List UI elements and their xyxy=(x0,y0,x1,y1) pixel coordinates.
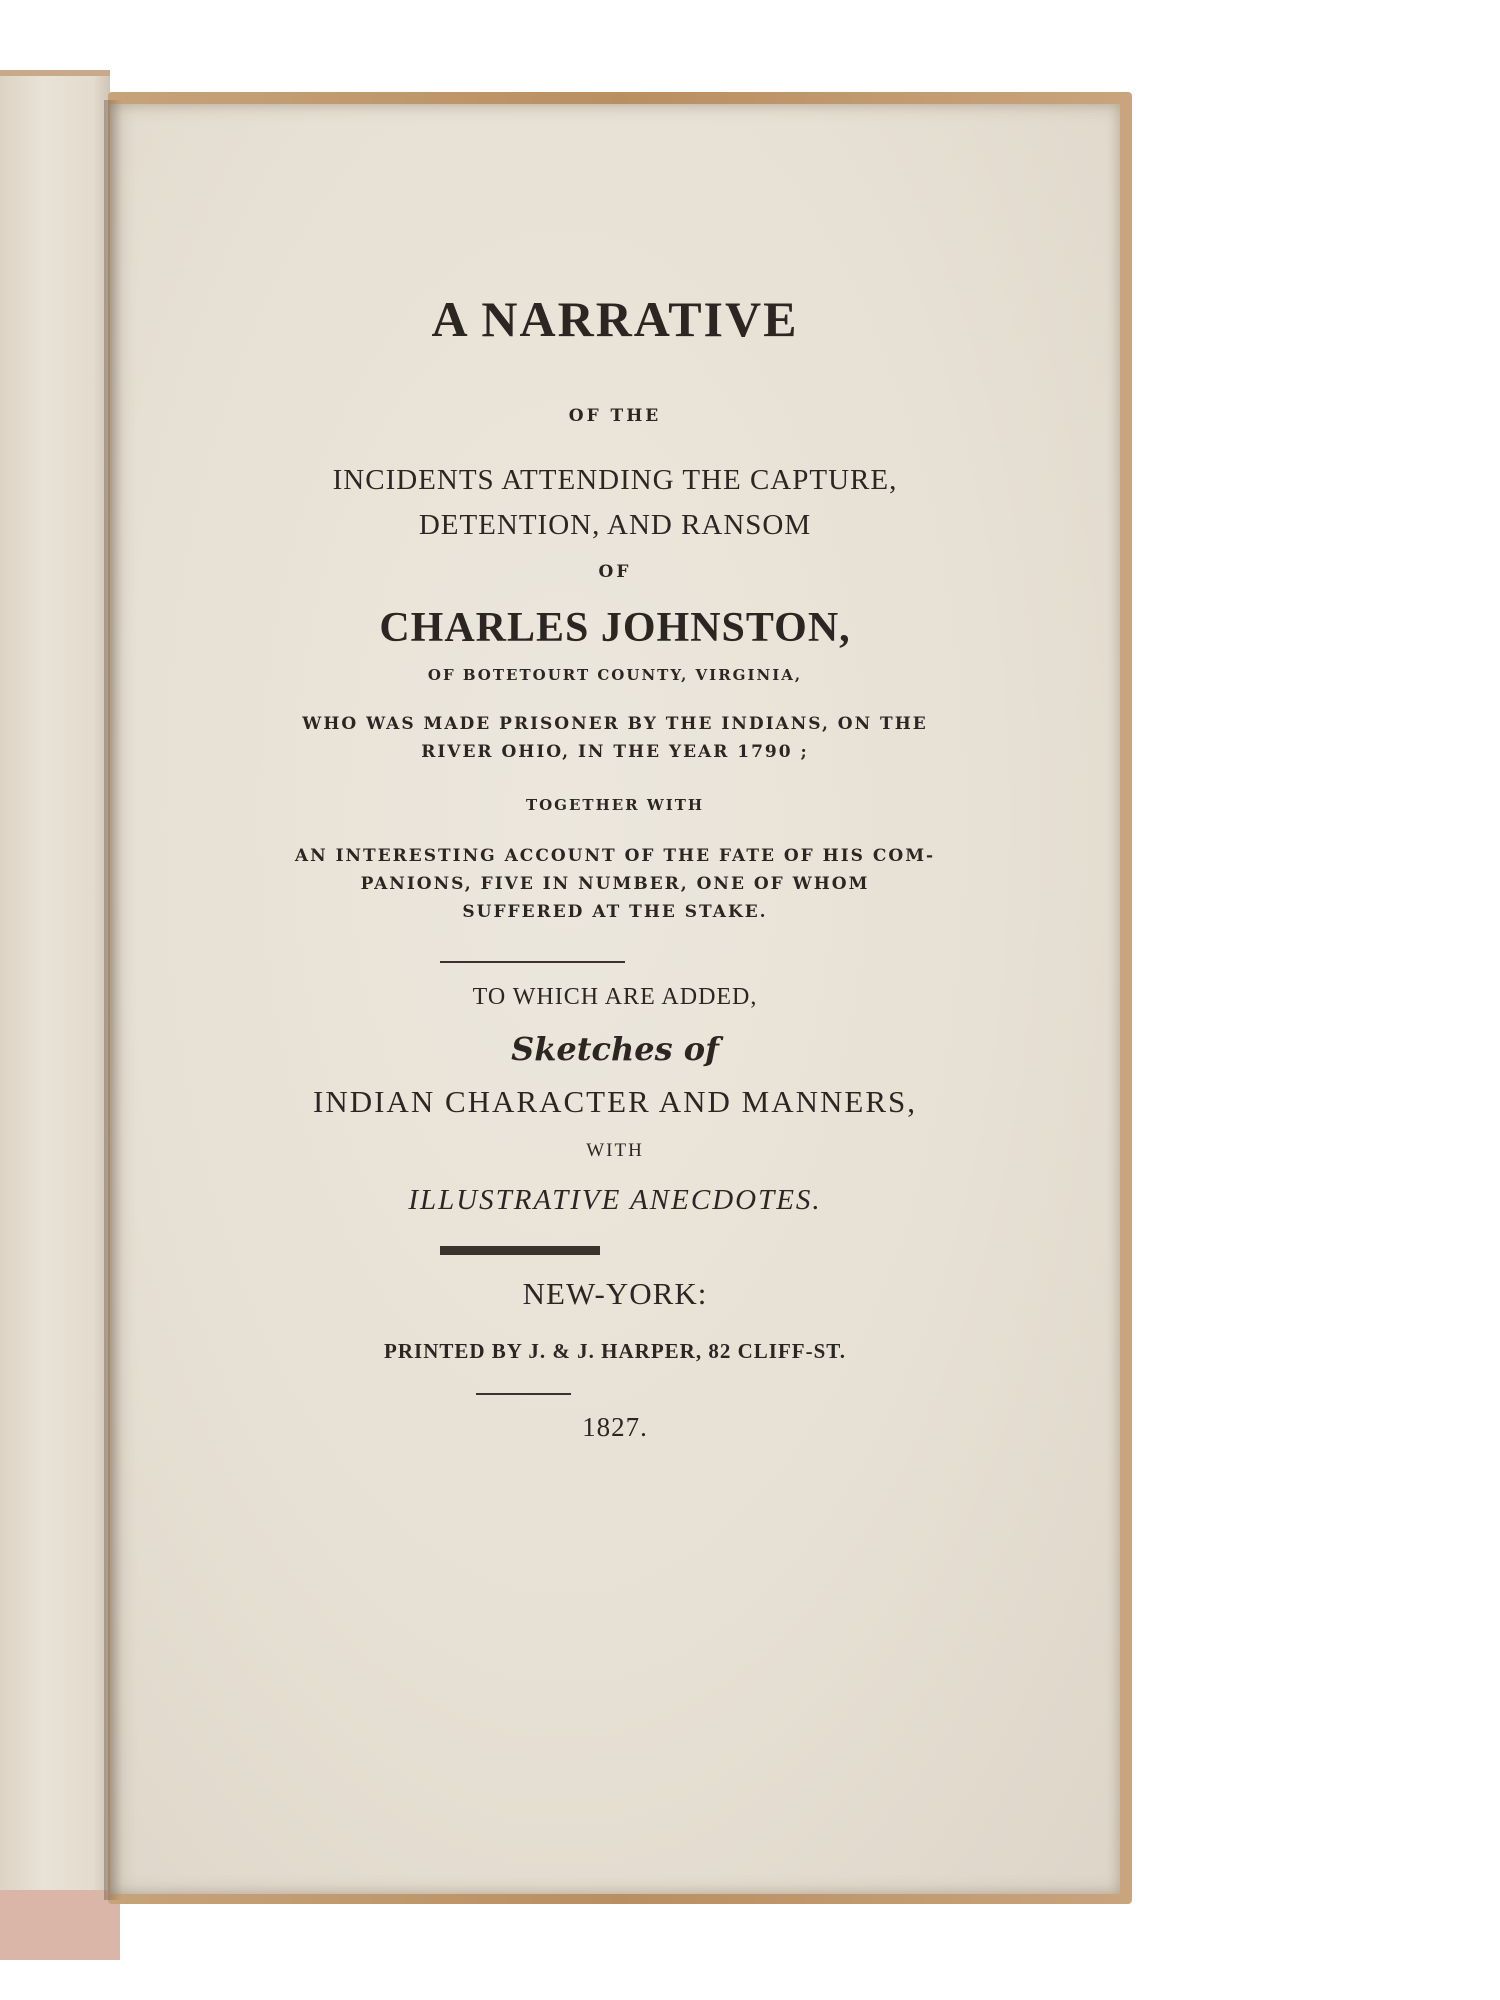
with-label: WITH xyxy=(586,1140,644,1161)
added-line: TO WHICH ARE ADDED, xyxy=(472,984,758,1010)
character-line: INDIAN CHARACTER AND MANNERS, xyxy=(313,1084,917,1119)
prisoner-line-1: WHO WAS MADE PRISONER BY THE INDIANS, ON THE xyxy=(302,714,928,734)
thin-rule-2 xyxy=(476,1393,571,1395)
author-locality: OF BOTETOURT COUNTY, VIRGINIA, xyxy=(427,666,803,684)
together-with-label: TOGETHER WITH xyxy=(525,796,705,814)
subject-line-2: DETENTION, AND RANSOM xyxy=(418,509,812,541)
facing-page-edge xyxy=(0,70,110,1956)
author-name: CHARLES JOHNSTON, xyxy=(379,605,851,651)
subject-line-1: INCIDENTS ATTENDING THE CAPTURE, xyxy=(332,464,898,496)
of-the-label: OF THE xyxy=(568,406,662,426)
account-line-3: SUFFERED AT THE STAKE. xyxy=(462,902,768,922)
imprint-year: 1827. xyxy=(582,1412,648,1442)
book-title: A NARRATIVE xyxy=(431,291,799,347)
of-label: OF xyxy=(598,562,632,582)
thick-rule xyxy=(440,1246,600,1255)
cover-edge xyxy=(0,1890,120,1960)
thin-rule-1 xyxy=(440,961,625,963)
title-page xyxy=(110,104,1120,1894)
imprint-city: NEW-YORK: xyxy=(522,1276,708,1311)
sketches-line: Sketches of xyxy=(511,1030,719,1068)
anecdotes-line: ILLUSTRATIVE ANECDOTES. xyxy=(408,1184,822,1216)
prisoner-line-2: RIVER OHIO, IN THE YEAR 1790 ; xyxy=(421,742,809,762)
account-line-1: AN INTERESTING ACCOUNT OF THE FATE OF HIS COM- xyxy=(294,846,936,866)
imprint-printer: PRINTED BY J. & J. HARPER, 82 CLIFF-ST. xyxy=(384,1339,846,1363)
account-line-2: PANIONS, FIVE IN NUMBER, ONE OF WHOM xyxy=(360,874,870,894)
gutter-shadow xyxy=(104,100,122,1900)
